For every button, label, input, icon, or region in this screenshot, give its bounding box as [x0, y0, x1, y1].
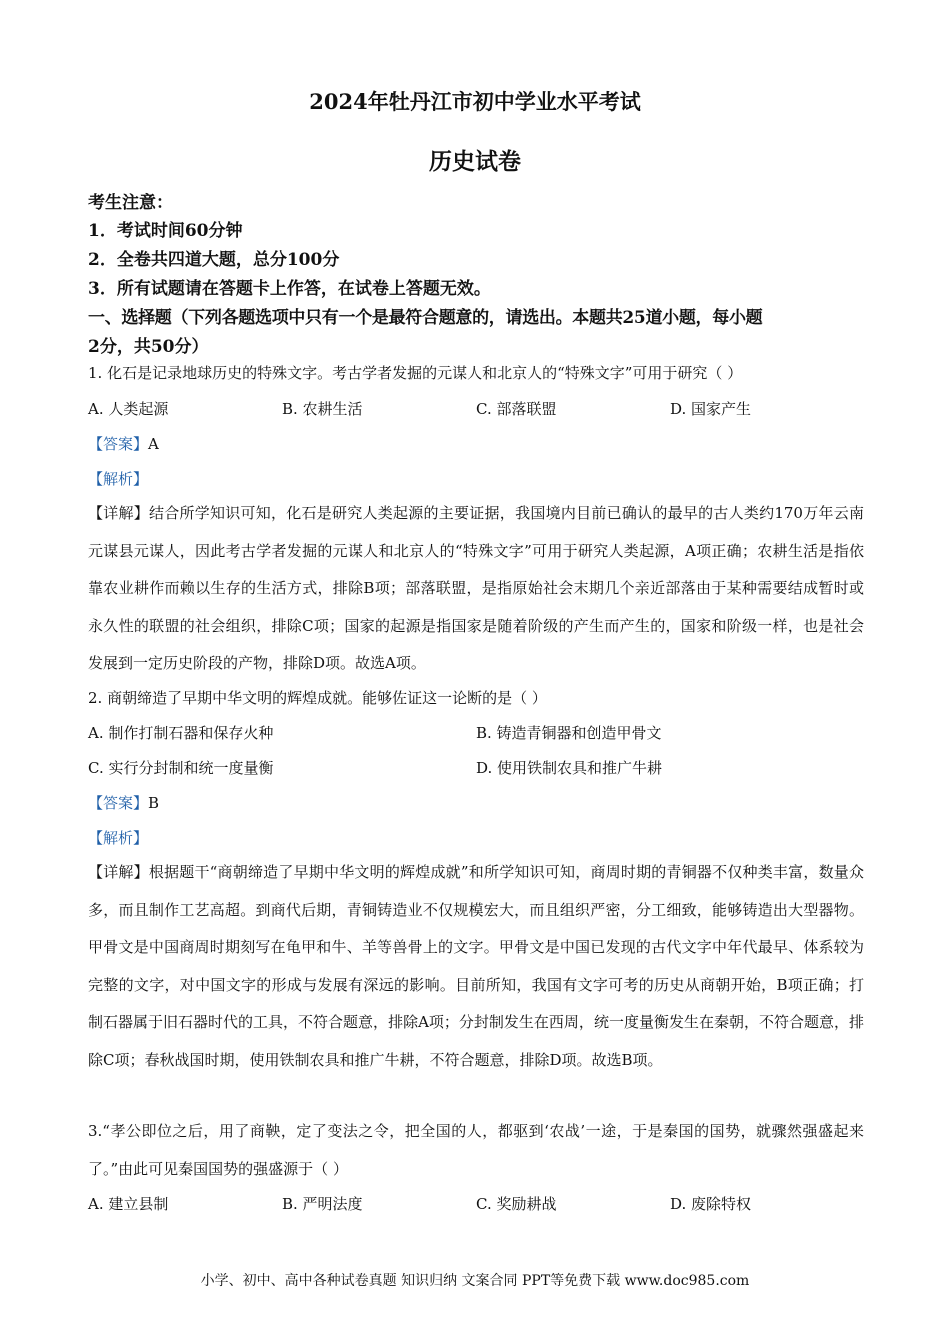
exam-subtitle: 历史试卷: [429, 148, 521, 175]
q1-option-c: C. 部落联盟: [476, 400, 557, 418]
answer-label: 【答案】: [88, 435, 149, 453]
q1-answer: [88, 433, 159, 454]
q1-detail: [88, 495, 864, 683]
detail-text: 结合所学知识可知，化石是研究人类起源的主要证据，我国境内目前已确认的最早的古人类约170万年云南元谋县元谋人，因此考古学者发掘的元谋人和北京人的“特殊文字”可用于研究人类起源，A项正确；农耕生活是指依靠农业耕作而赖以生存的生活方式，排除B项；部落联盟，是指原始社会末期几个亲近部落由于某种需要结成暂时或永久性的联盟的社会组织，排除C项；国家的起源是指国家是随着阶级的产生而产生的，国家和阶级一样，也是社会发展到一定历史阶段的产物，排除D项。故选A项。: [88, 504, 864, 672]
q2-option-a: A. 制作打制石器和保存火种: [88, 724, 274, 742]
detail-label: 【详解】: [88, 504, 150, 522]
q2-option-b: B. 铸造青铜器和创造甲骨文: [476, 724, 662, 742]
q1-analysis-label: 【解析】: [88, 470, 149, 488]
notice-item: 3．所有试题请在答题卡上作答，在试卷上答题无效。: [88, 279, 491, 299]
section-heading-cont: 2分，共50分）: [88, 337, 209, 357]
q3-option-c: C. 奖励耕战: [476, 1195, 557, 1213]
q3-stem: 3.“孝公即位之后，用了商鞅，定了变法之令，把全国的人，都驱到‘农战’一途，于是秦国的国势，就骤然强盛起来了。”由此可见秦国国势的强盛源于（ ）: [88, 1122, 864, 1178]
notice-item: 1．考试时间60分钟: [88, 221, 243, 241]
exam-title: 2024年牡丹江市初中学业水平考试: [309, 89, 641, 114]
answer-value: B: [148, 794, 160, 812]
detail-text: 根据题干“商朝缔造了早期中华文明的辉煌成就”和所学知识可知，商周时期的青铜器不仅种类丰富，数量众多，而且制作工艺高超。到商代后期，青铜铸造业不仅规模宏大，而且组织严密，分工细致，能够铸造出大型器物。甲骨文是中国商周时期刻写在龟甲和牛、羊等兽骨上的文字。甲骨文是中国已发现的古代文字中年代最早、体系较为完整的文字，对中国文字的形成与发展有深远的影响。目前所知，我国有文字可考的历史从商朝开始，B项正确；打制石器属于旧石器时代的工具，不符合题意，排除A项；分封制发生在西周，统一度量衡发生在秦朝，不符合题意，排除C项；春秋战国时期，使用铁制农具和推广牛耕，不符合题意，排除D项。故选B项。: [88, 863, 864, 1069]
q3-option-b: B. 严明法度: [282, 1195, 363, 1213]
q1-option-d: D. 国家产生: [670, 400, 752, 418]
answer-value: A: [148, 435, 159, 453]
q1-stem: 1. 化石是记录地球历史的特殊文字。考古学者发掘的元谋人和北京人的“特殊文字”可用于研究（ ）: [88, 364, 743, 382]
q3-option-d: D. 废除特权: [670, 1195, 752, 1213]
section-heading: 一、选择题（下列各题选项中只有一个是最符合题意的，请选出。本题共25道小题，每小题: [88, 308, 763, 328]
q2-option-c: C. 实行分封制和统一度量衡: [88, 759, 274, 777]
q2-answer: [88, 792, 159, 813]
q2-option-d: D. 使用铁制农具和推广牛耕: [476, 759, 663, 777]
q3-option-a: A. 建立县制: [88, 1195, 169, 1213]
q2-stem: 2. 商朝缔造了早期中华文明的辉煌成就。能够佐证这一论断的是（ ）: [88, 689, 547, 707]
notice-heading: 考生注意：: [88, 193, 173, 213]
page-footer: 小学、初中、高中各种试卷真题 知识归纳 文案合同 PPT等免费下载 www.doc985.com: [200, 1273, 750, 1289]
q2-detail: [88, 854, 864, 1079]
detail-label: 【详解】: [88, 863, 149, 881]
q1-option-a: A. 人类起源: [88, 400, 169, 418]
notice-item: 2．全卷共四道大题，总分100分: [88, 250, 340, 270]
q2-analysis-label: 【解析】: [88, 829, 149, 847]
q1-option-b: B. 农耕生活: [282, 400, 363, 418]
answer-label: 【答案】: [88, 794, 149, 812]
